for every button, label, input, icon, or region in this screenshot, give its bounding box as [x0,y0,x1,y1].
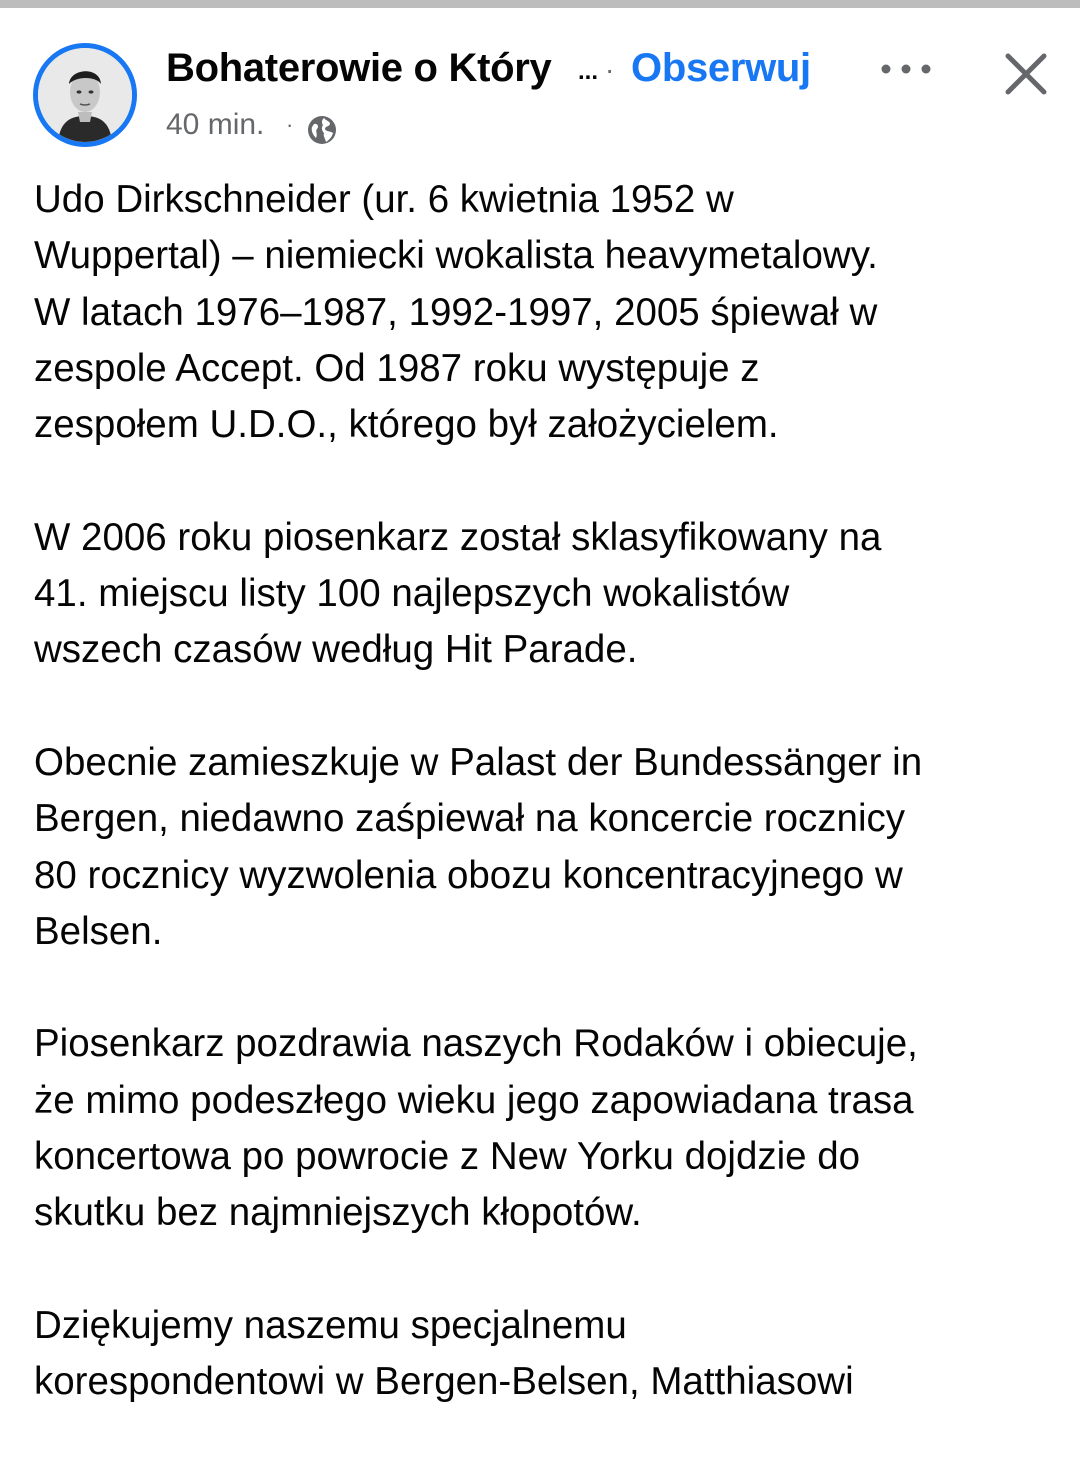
post-paragraph: Piosenkarz pozdrawia naszych Rodaków i obiecuje, że mimo podeszłego wieku jego zapowiadana trasa koncertowa po powrocie z New Yorku dojdzie do skutku bez najmniejszych kłopotów. [34,1022,918,1235]
more-options-icon[interactable] [876,54,936,84]
avatar-portrait [38,48,132,142]
page-name-ellipsis: ... [578,58,599,85]
post-paragraph: W 2006 roku piosenkarz został sklasyfikowany na 41. miejscu listy 100 najlepszych wokalistów wszech czasów według Hit Parade. [34,515,882,672]
post-paragraph: Dziękujemy naszemu specjalnemu korespondentowi w Bergen-Belsen, Matthiasowi [34,1303,854,1404]
meta-separator: · [286,112,294,137]
post-timestamp[interactable]: 40 min. [166,108,265,141]
header-separator: · [605,54,615,85]
post-paragraph: Udo Dirkschneider (ur. 6 kwietnia 1952 w Wuppertal) – niemiecki wokalista heavymetalowy. W latach 1976–1987, 1992-1997, 2005 śpiewał w zespole Accept. Od 1987 roku występuje z zespołem U.D.O., którego był założycielem. [34,178,878,447]
page-name[interactable]: Bohaterowie o Który [166,46,552,90]
top-divider [0,0,1080,8]
post-paragraph: Obecnie zamieszkuje w Palast der Bundessänger in Bergen, niedawno zaśpiewał na koncercie rocznicy 80 rocznicy wyzwolenia obozu koncentracyjnego w Belsen. [34,740,923,953]
close-icon[interactable] [1002,50,1050,98]
globe-icon [306,114,338,146]
post-text [34,172,1054,1467]
follow-button[interactable]: Obserwuj [631,46,811,90]
post-header [0,8,1080,158]
page-avatar[interactable] [33,43,137,147]
